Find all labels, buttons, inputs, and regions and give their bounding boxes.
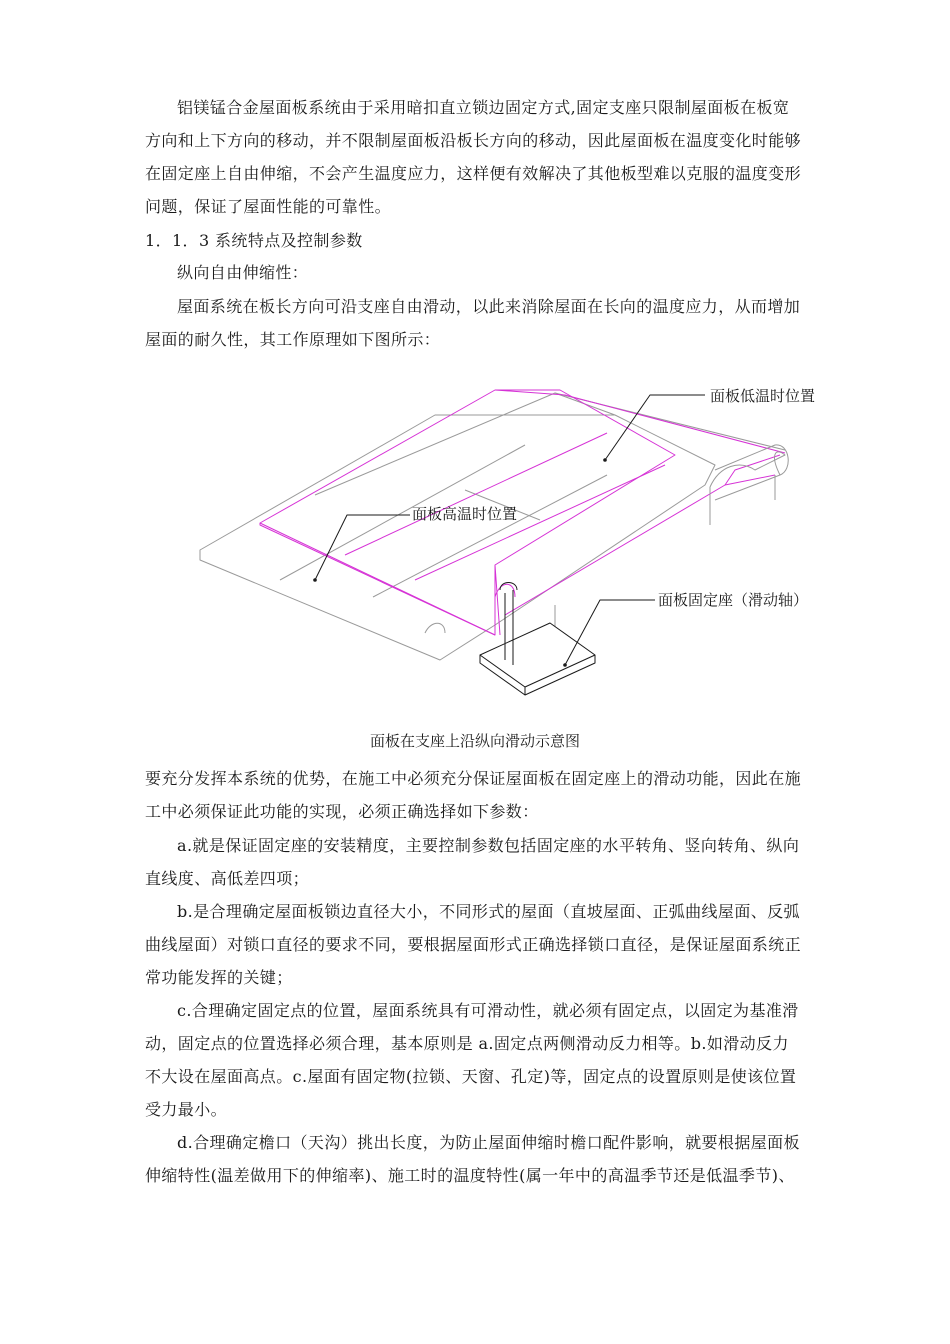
leader-lines bbox=[315, 395, 705, 665]
item-b-line-1: b.是合理确定屋面板锁边直径大小，不同形式的屋面（直坡屋面、正弧曲线屋面、反弧 bbox=[177, 902, 800, 921]
figure-caption: 面板在支座上沿纵向滑动示意图 bbox=[369, 732, 580, 750]
paragraph-1-line-1: 铝镁锰合金屋面板系统由于采用暗扣直立锁边固定方式,固定支座只限制屋面板在板宽 bbox=[177, 98, 790, 117]
item-c-line-4: 受力最小。 bbox=[145, 1100, 228, 1119]
diagram-svg bbox=[195, 375, 835, 705]
section-heading: 1．1．3 系统特点及控制参数 bbox=[145, 231, 363, 250]
label-low-temp: 面板低温时位置 bbox=[710, 387, 816, 405]
sliding-diagram bbox=[195, 375, 835, 705]
item-a-line-1: a.就是保证固定座的安装精度，主要控制参数包括固定座的水平转角、竖向转角、纵向 bbox=[177, 836, 800, 855]
paragraph-3-line-2: 工中必须保证此功能的实现，必须正确选择如下参数： bbox=[145, 802, 539, 821]
paragraph-1-line-2: 方向和上下方向的移动，并不限制屋面板沿板长方向的移动，因此屋面板在温度变化时能够 bbox=[145, 131, 802, 150]
paragraph-2-line-2: 屋面的耐久性，其工作原理如下图所示： bbox=[145, 330, 441, 349]
paragraph-1-line-4: 问题，保证了屋面性能的可靠性。 bbox=[145, 197, 392, 216]
item-d-line-2: 伸缩特性(温差做用下的伸缩率)、施工时的温度特性(属一年中的高温季节还是低温季节)、 bbox=[145, 1166, 795, 1185]
item-a-line-2: 直线度、高低差四项； bbox=[145, 869, 310, 888]
item-c-line-1: c.合理确定固定点的位置，屋面系统具有可滑动性，就必须有固定点，以固定为基准滑 bbox=[177, 1001, 799, 1020]
paragraph-2-line-1: 屋面系统在板长方向可沿支座自由滑动，以此来消除屋面在长向的温度应力，从而增加 bbox=[177, 297, 801, 316]
item-b-line-3: 常功能发挥的关键； bbox=[145, 968, 293, 987]
paragraph-1-line-3: 在固定座上自由伸缩，不会产生温度应力，这样便有效解决了其他板型难以克服的温度变形 bbox=[145, 164, 802, 183]
sub-heading: 纵向自由伸缩性： bbox=[177, 263, 309, 282]
item-c-line-2: 动，固定点的位置选择必须合理，基本原则是 a.固定点两侧滑动反力相等。b.如滑动反力 bbox=[145, 1034, 789, 1053]
item-c-line-3: 不大设在屋面高点。c.屋面有固定物(拉锁、天窗、孔定)等，固定点的设置原则是使该位置 bbox=[145, 1067, 797, 1086]
paragraph-3-line-1: 要充分发挥本系统的优势，在施工中必须充分保证屋面板在固定座上的滑动功能，因此在施 bbox=[145, 769, 802, 788]
label-high-temp: 面板高温时位置 bbox=[412, 505, 518, 523]
low-temp-panel bbox=[200, 393, 785, 660]
item-d-line-1: d.合理确定檐口（天沟）挑出长度，为防止屋面伸缩时檐口配件影响，就要根据屋面板 bbox=[177, 1133, 800, 1152]
label-fixed-clip: 面板固定座（滑动轴） bbox=[658, 591, 809, 609]
item-b-line-2: 曲线屋面）对锁口直径的要求不同，要根据屋面形式正确选择锁口直径，是保证屋面系统正 bbox=[145, 935, 802, 954]
